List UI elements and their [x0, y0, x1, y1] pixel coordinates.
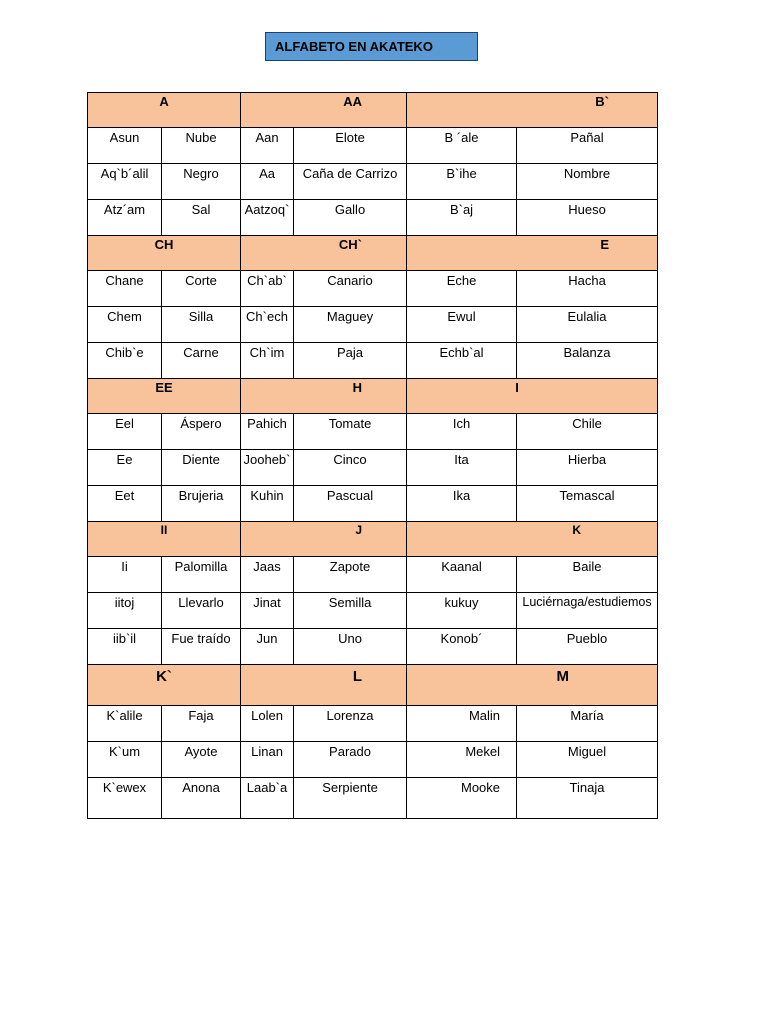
letter-header: H	[241, 379, 407, 414]
akateko-word: B`ihe	[407, 164, 517, 200]
table-row	[88, 128, 658, 164]
letter-header: A	[88, 93, 241, 128]
table-row	[88, 778, 658, 819]
akateko-word: Mekel	[407, 742, 517, 778]
akateko-word: Echb`al	[407, 343, 517, 379]
akateko-word: Pahich	[241, 414, 294, 450]
letter-header: CH	[88, 236, 241, 271]
spanish-meaning: Serpiente	[294, 778, 407, 819]
letter-header-row	[88, 665, 658, 706]
akateko-word: iib`il	[88, 629, 162, 665]
akateko-word: Ewul	[407, 307, 517, 343]
akateko-word: Ee	[88, 450, 162, 486]
table-row	[88, 593, 658, 629]
spanish-meaning: Caña de Carrizo	[294, 164, 407, 200]
akateko-word: Ich	[407, 414, 517, 450]
akateko-word: Kuhin	[241, 486, 294, 522]
table-row	[88, 450, 658, 486]
table-row	[88, 557, 658, 593]
letter-header-row	[88, 236, 658, 271]
letter-header-row	[88, 379, 658, 414]
spanish-meaning: Semilla	[294, 593, 407, 629]
akateko-word: Ika	[407, 486, 517, 522]
spanish-meaning: Llevarlo	[162, 593, 241, 629]
letter-header-row	[88, 522, 658, 557]
akateko-word: Jaas	[241, 557, 294, 593]
spanish-meaning: Nube	[162, 128, 241, 164]
spanish-meaning: Diente	[162, 450, 241, 486]
akateko-word: iitoj	[88, 593, 162, 629]
spanish-meaning: Fue traído	[162, 629, 241, 665]
akateko-word: K`alile	[88, 706, 162, 742]
spanish-meaning: Ayote	[162, 742, 241, 778]
spanish-meaning: Carne	[162, 343, 241, 379]
letter-header: M	[407, 665, 658, 706]
spanish-meaning: Palomilla	[162, 557, 241, 593]
akateko-word: Malin	[407, 706, 517, 742]
table-row	[88, 164, 658, 200]
table-row	[88, 414, 658, 450]
table-row	[88, 742, 658, 778]
spanish-meaning: Anona	[162, 778, 241, 819]
spanish-meaning: Nombre	[517, 164, 658, 200]
akateko-word: Jooheb`	[241, 450, 294, 486]
akateko-word: Lolen	[241, 706, 294, 742]
akateko-word: Eche	[407, 271, 517, 307]
spanish-meaning: Lorenza	[294, 706, 407, 742]
akateko-word: Aq`b´alil	[88, 164, 162, 200]
akateko-word: Ii	[88, 557, 162, 593]
spanish-meaning: Tinaja	[517, 778, 658, 819]
spanish-meaning: Faja	[162, 706, 241, 742]
alphabet-table	[87, 92, 658, 819]
letter-header: B`	[407, 93, 658, 128]
spanish-meaning: Brujeria	[162, 486, 241, 522]
spanish-meaning: Parado	[294, 742, 407, 778]
spanish-meaning: Elote	[294, 128, 407, 164]
letter-header-row	[88, 93, 658, 128]
spanish-meaning: María	[517, 706, 658, 742]
akateko-word: Aan	[241, 128, 294, 164]
table-row	[88, 629, 658, 665]
akateko-word: Aa	[241, 164, 294, 200]
spanish-meaning: Gallo	[294, 200, 407, 236]
letter-header: E	[407, 236, 658, 271]
spanish-meaning: Pañal	[517, 128, 658, 164]
letter-header: CH`	[241, 236, 407, 271]
spanish-meaning: Pascual	[294, 486, 407, 522]
spanish-meaning: Eulalia	[517, 307, 658, 343]
table-row	[88, 486, 658, 522]
spanish-meaning: Pueblo	[517, 629, 658, 665]
akateko-word: Mooke	[407, 778, 517, 819]
spanish-meaning: Balanza	[517, 343, 658, 379]
akateko-word: Jinat	[241, 593, 294, 629]
letter-header: AA	[241, 93, 407, 128]
akateko-word: Chane	[88, 271, 162, 307]
spanish-meaning: Temascal	[517, 486, 658, 522]
spanish-meaning: Sal	[162, 200, 241, 236]
akateko-word: Asun	[88, 128, 162, 164]
spanish-meaning: Áspero	[162, 414, 241, 450]
spanish-meaning: Hierba	[517, 450, 658, 486]
akateko-word: K`ewex	[88, 778, 162, 819]
akateko-word: Atz´am	[88, 200, 162, 236]
akateko-word: Chib`e	[88, 343, 162, 379]
spanish-meaning: Baile	[517, 557, 658, 593]
spanish-meaning: Tomate	[294, 414, 407, 450]
spanish-meaning: Luciérnaga/estudiemos	[517, 593, 658, 629]
akateko-word: Chem	[88, 307, 162, 343]
akateko-word: Eel	[88, 414, 162, 450]
akateko-word: Ch`ech	[241, 307, 294, 343]
akateko-word: Ch`ab`	[241, 271, 294, 307]
spanish-meaning: Chile	[517, 414, 658, 450]
akateko-word: Aatzoq`	[241, 200, 294, 236]
spanish-meaning: Canario	[294, 271, 407, 307]
spanish-meaning: Maguey	[294, 307, 407, 343]
document-title: ALFABETO EN AKATEKO	[265, 32, 478, 61]
akateko-word: Konob´	[407, 629, 517, 665]
table-row	[88, 271, 658, 307]
spanish-meaning: Zapote	[294, 557, 407, 593]
letter-header: II	[88, 522, 241, 557]
letter-header: K	[407, 522, 658, 557]
akateko-word: Kaanal	[407, 557, 517, 593]
table-row	[88, 343, 658, 379]
akateko-word: Ch`im	[241, 343, 294, 379]
letter-header: L	[241, 665, 407, 706]
spanish-meaning: Hacha	[517, 271, 658, 307]
letter-header: J	[241, 522, 407, 557]
letter-header: I	[407, 379, 658, 414]
letter-header: K`	[88, 665, 241, 706]
spanish-meaning: Hueso	[517, 200, 658, 236]
akateko-word: Laab`a	[241, 778, 294, 819]
spanish-meaning: Corte	[162, 271, 241, 307]
akateko-word: K`um	[88, 742, 162, 778]
spanish-meaning: Negro	[162, 164, 241, 200]
spanish-meaning: Uno	[294, 629, 407, 665]
table-row	[88, 307, 658, 343]
spanish-meaning: Cinco	[294, 450, 407, 486]
akateko-word: Jun	[241, 629, 294, 665]
akateko-word: B ´ale	[407, 128, 517, 164]
letter-header: EE	[88, 379, 241, 414]
spanish-meaning: Miguel	[517, 742, 658, 778]
akateko-word: Eet	[88, 486, 162, 522]
spanish-meaning: Silla	[162, 307, 241, 343]
akateko-word: Ita	[407, 450, 517, 486]
akateko-word: B`aj	[407, 200, 517, 236]
table-row	[88, 200, 658, 236]
table-row	[88, 706, 658, 742]
spanish-meaning: Paja	[294, 343, 407, 379]
akateko-word: Linan	[241, 742, 294, 778]
akateko-word: kukuy	[407, 593, 517, 629]
